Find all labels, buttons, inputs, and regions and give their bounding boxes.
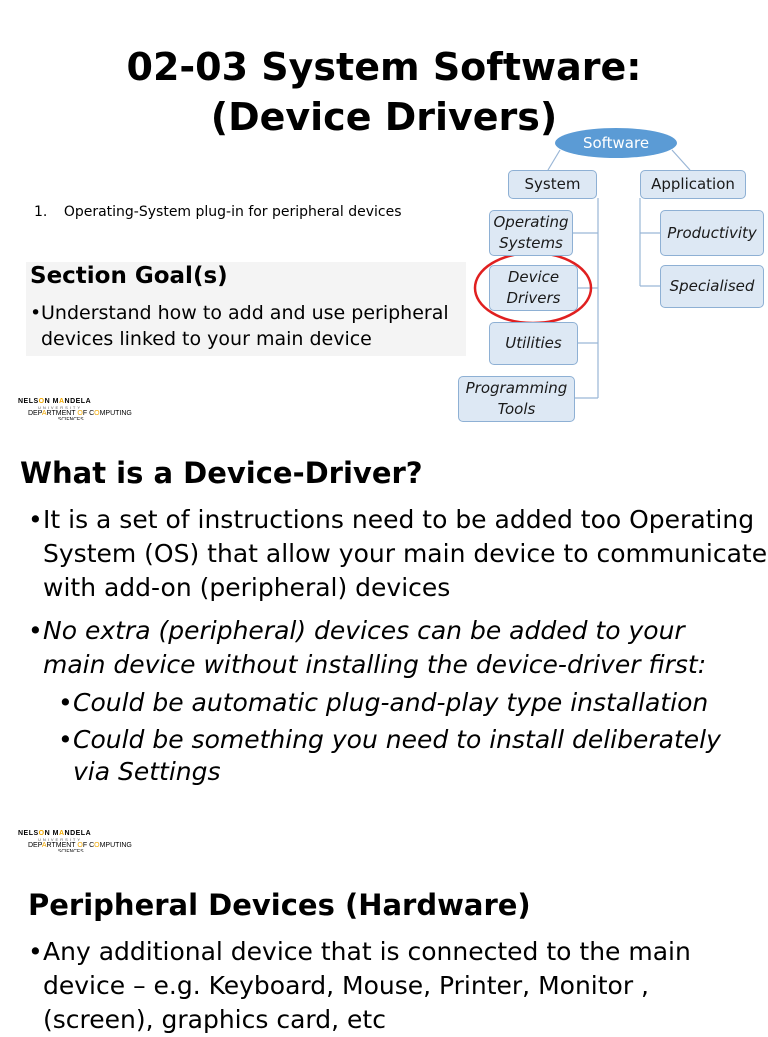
slide1-title-line1: 02-03 System Software: bbox=[126, 45, 642, 89]
software-hierarchy-connectors bbox=[0, 0, 768, 440]
slide3-heading: Peripheral Devices (Hardware) bbox=[28, 888, 531, 922]
list-number: 1. bbox=[34, 204, 48, 220]
bullet-icon: • bbox=[28, 937, 43, 966]
slide2-sub-bullet-1 bbox=[58, 686, 758, 720]
bullet-icon: • bbox=[28, 505, 43, 534]
bullet-icon: • bbox=[30, 302, 42, 324]
slide2-bullet-2 bbox=[28, 614, 748, 682]
slide2-bullet-2-text: No extra (peripheral) devices can be added to your main device without installing the device-driver first: bbox=[43, 616, 707, 679]
section-goal-text: Understand how to add and use peripheral devices linked to your main device bbox=[41, 302, 449, 350]
slide3-bullet-1 bbox=[28, 935, 748, 1037]
device-drivers-node: Device Drivers bbox=[489, 265, 578, 311]
university-logo: NELSON MANDELA UNIVERSITY DEPARTMENT OF COMPUTING SCIENCES bbox=[18, 830, 132, 852]
operating-systems-node: Operating Systems bbox=[489, 210, 573, 256]
bullet-icon: • bbox=[28, 616, 43, 645]
programming-tools-node: Programming Tools bbox=[458, 376, 575, 422]
productivity-node: Productivity bbox=[660, 210, 764, 256]
system-node: System bbox=[508, 170, 597, 199]
slide3-bullet-1-text: Any additional device that is connected to the main device – e.g. Keyboard, Mouse, Printer, Monitor , (screen), graphics card, etc bbox=[43, 937, 691, 1034]
slide2-heading: What is a Device-Driver? bbox=[20, 456, 423, 490]
slide2-sub-bullet-2-text: Could be something you need to install deliberately via Settings bbox=[73, 725, 721, 786]
university-logo: NELSON MANDELA UNIVERSITY DEPARTMENT OF COMPUTING SCIENCES bbox=[18, 398, 132, 420]
software-root-node: Software bbox=[555, 128, 677, 158]
slide2-bullet-1-text: It is a set of instructions need to be added too Operating System (OS) that allow your main device to communicate with add-on (peripheral) devices bbox=[43, 505, 768, 602]
specialised-node: Specialised bbox=[660, 265, 764, 308]
bullet-icon: • bbox=[58, 688, 73, 717]
slide2-sub-bullet-2 bbox=[58, 724, 738, 788]
slide2-bullet-1 bbox=[28, 503, 768, 605]
section-goal-heading: Section Goal(s) bbox=[30, 263, 228, 289]
list-item-text: Operating-System plug-in for peripheral devices bbox=[63, 204, 402, 220]
slide2-sub-bullet-1-text: Could be automatic plug-and-play type installation bbox=[73, 688, 709, 717]
slide1-title-line2: (Device Drivers) bbox=[210, 95, 558, 139]
utilities-node: Utilities bbox=[489, 322, 578, 365]
application-node: Application bbox=[640, 170, 746, 199]
bullet-icon: • bbox=[58, 725, 73, 754]
